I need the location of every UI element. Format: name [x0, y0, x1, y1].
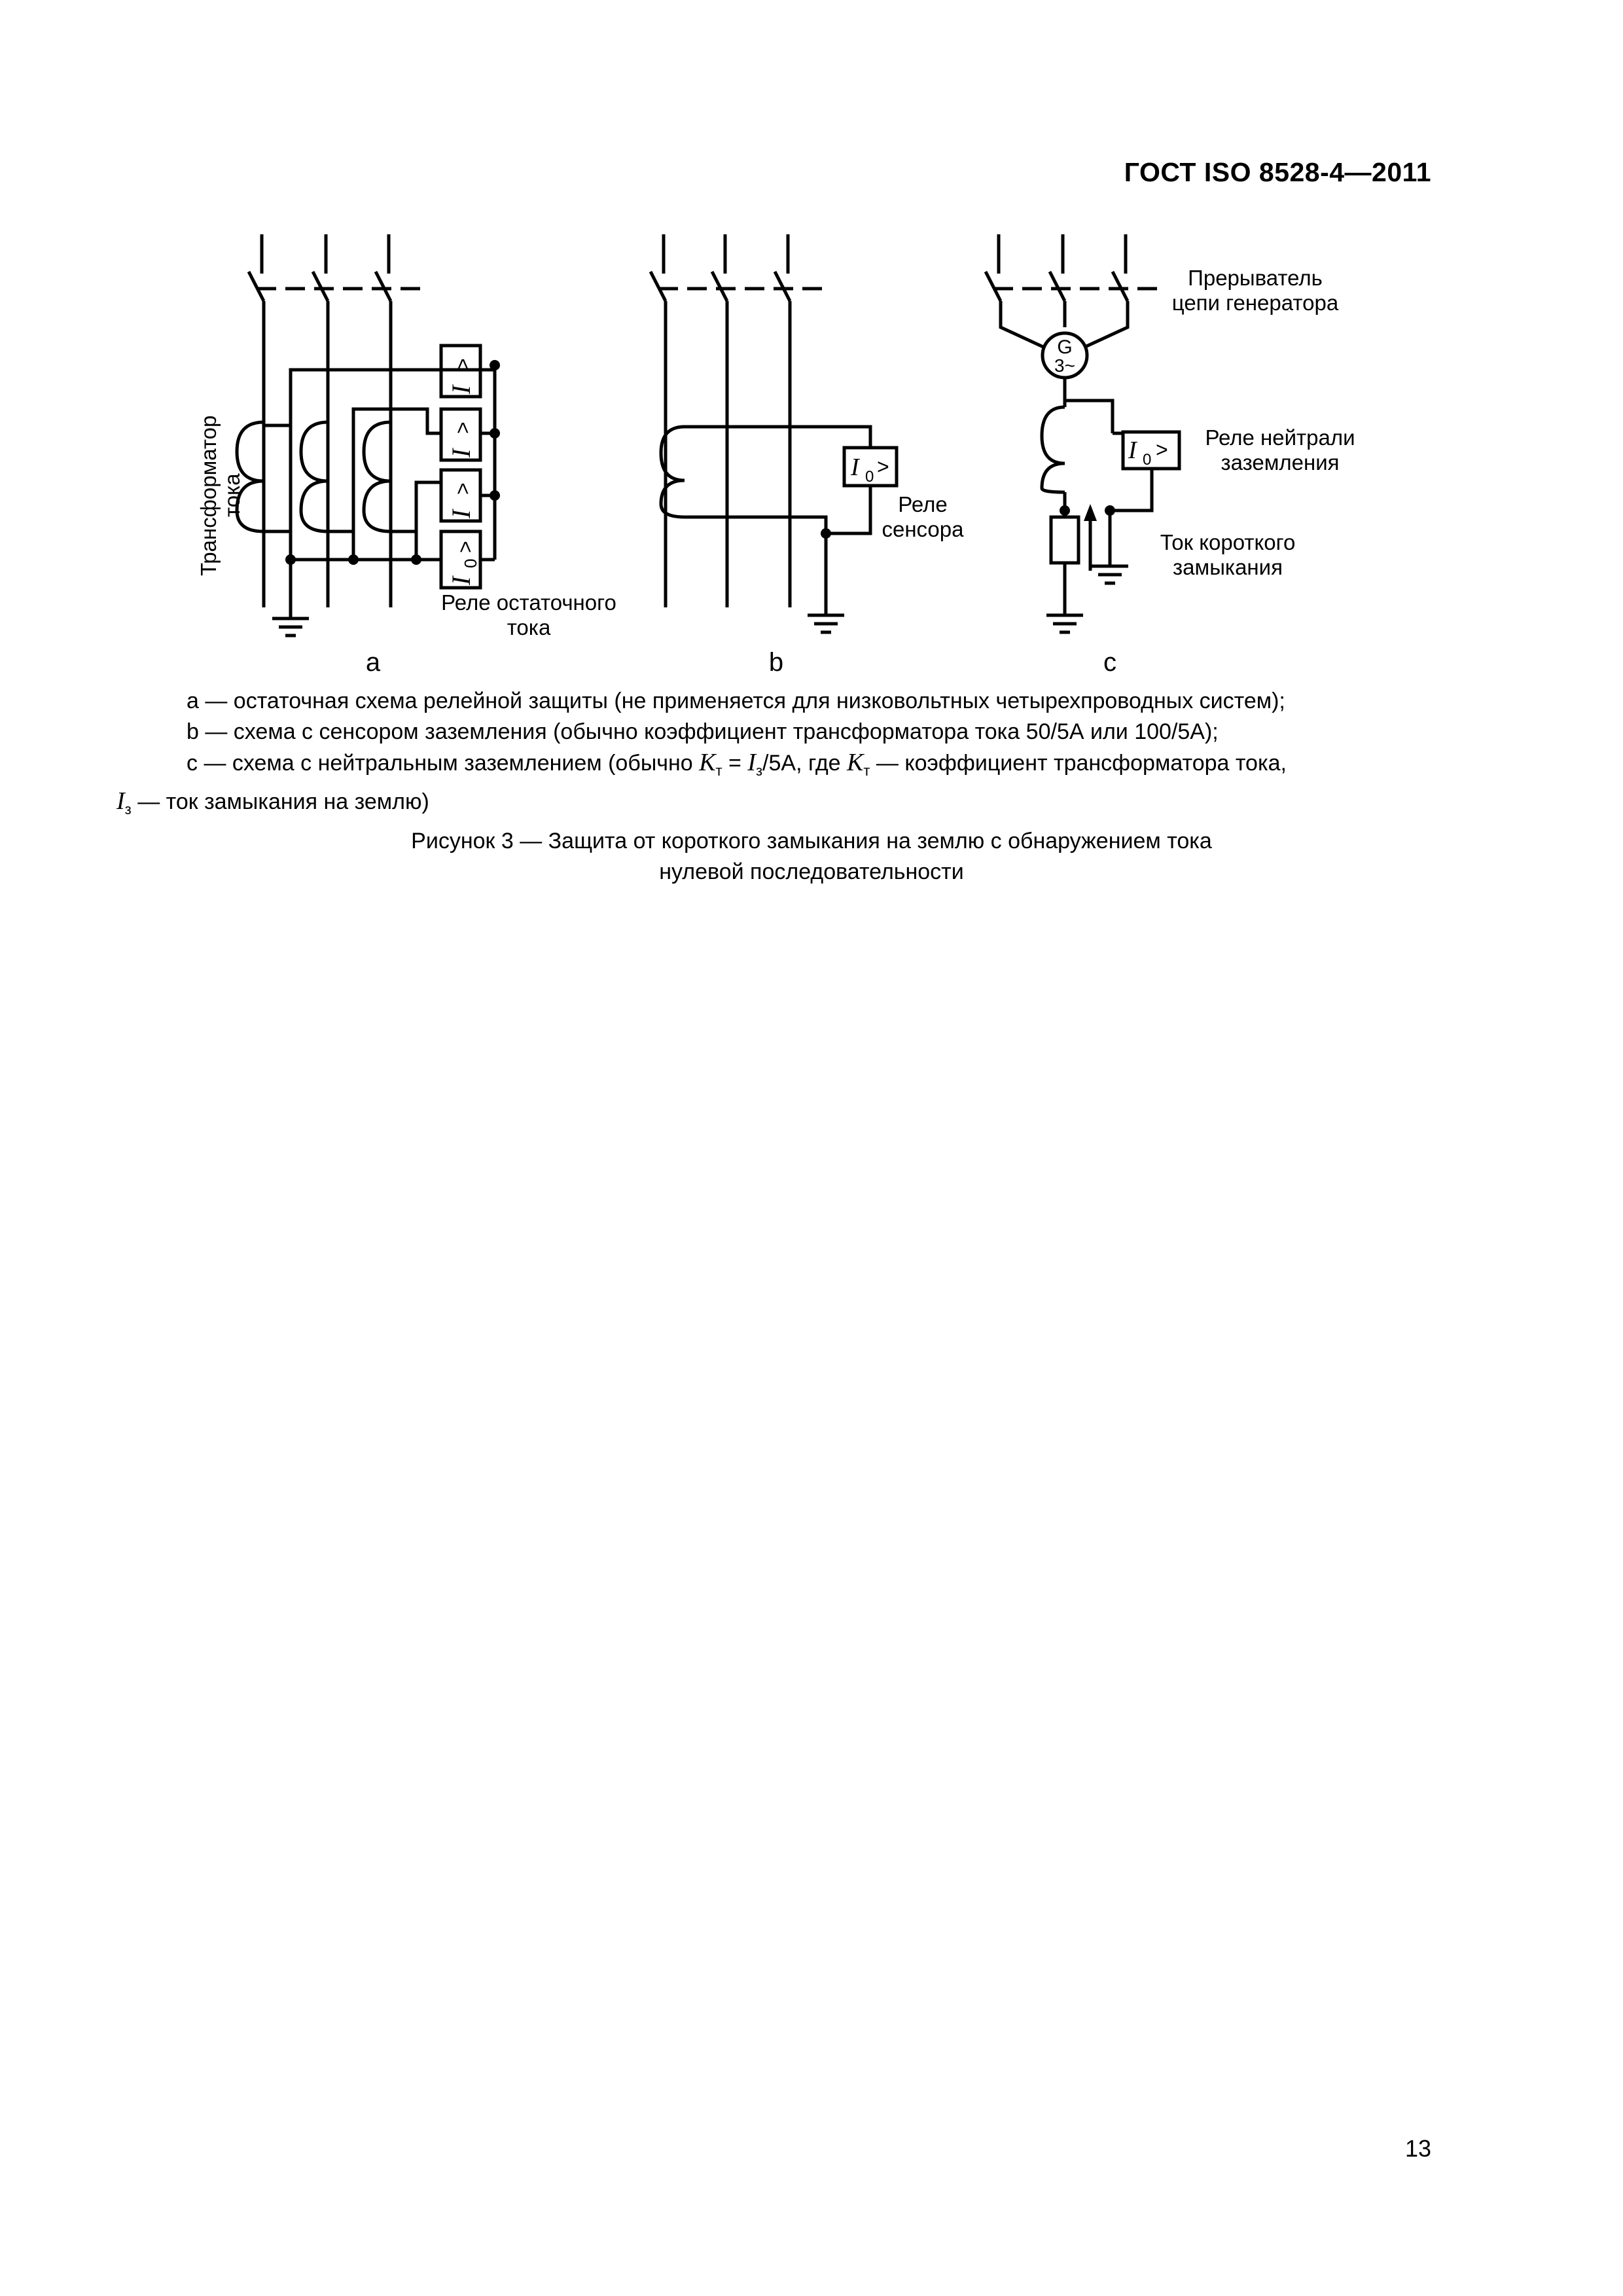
legend-b: b — схема с сенсором заземления (обычно коэффициент трансформатора тока 50/5А или 100/5А);	[187, 719, 1219, 744]
relay-a3-I: I	[446, 509, 476, 518]
fault-label-line2: замыкания	[1173, 555, 1283, 579]
relay-a1-gt: >	[451, 358, 474, 370]
relay-a-caption-line2: тока	[507, 615, 551, 639]
page-number: 13	[1404, 2135, 1431, 2162]
generator-phase: 3~	[1054, 355, 1075, 376]
fault-label-line1: Ток короткого	[1160, 530, 1296, 554]
diagram-c	[986, 234, 1179, 615]
figure-caption-line1: Рисунок 3 — Защита от короткого замыкания на землю с обнаружением тока	[411, 829, 1212, 853]
legend-a: a — остаточная схема релейной защиты (не применяется для низковольтных четырехпроводных систем);	[187, 689, 1285, 713]
breaker-label-line2: цепи генератора	[1171, 291, 1339, 315]
relay-b-caption-line2: сенсора	[882, 517, 964, 541]
label-b: b	[768, 648, 784, 677]
ct-label-line1: Трансформатор	[196, 415, 221, 576]
relay-b-caption-line1: Реле	[898, 492, 948, 516]
relay-a1-I: I	[446, 385, 476, 394]
relay-a3-gt: >	[451, 482, 474, 495]
relay-a4-I0: I	[446, 576, 476, 585]
relay-b-gt: >	[877, 455, 889, 478]
relay-c-gt: >	[1156, 438, 1168, 461]
ct-label-line2: тока	[220, 473, 244, 517]
relay-a2-gt: >	[451, 422, 474, 434]
label-a: a	[365, 648, 381, 677]
ct-coil-a1	[237, 422, 264, 481]
ground-fault-protection-figure	[0, 0, 1623, 694]
relay-c-sub: 0	[1143, 451, 1152, 469]
document-header: ГОСТ ISO 8528-4—2011	[1124, 157, 1431, 187]
figure-caption	[0, 826, 1623, 888]
relay-b-sub: 0	[865, 468, 874, 486]
figure-caption-line2: нулевой последовательности	[659, 859, 964, 884]
relay-b-I: I	[851, 454, 859, 481]
figure-legend	[116, 686, 1445, 825]
relay-c-caption-line2: заземления	[1221, 450, 1340, 475]
relay-c-caption-line1: Реле нейтрали	[1205, 425, 1355, 450]
relay-c-I: I	[1128, 437, 1137, 464]
diagram-b	[651, 234, 897, 615]
generator-G: G	[1057, 336, 1073, 358]
relay-a2-I: I	[446, 448, 476, 457]
label-c: c	[1103, 648, 1116, 677]
relay-a-caption-line1: Реле остаточного	[441, 590, 616, 615]
breaker-label-line1: Прерыватель	[1188, 266, 1323, 290]
legend-c: c — схема с нейтральным заземлением (обычно $K_т = I_з/5А$, где $K_т$ — коэффициент трансформатора тока, $I_з$ — ток замыкания на землю)	[116, 749, 1287, 817]
relay-a4-gt: >	[454, 541, 477, 553]
ground-symbols	[272, 566, 1128, 636]
relay-a4-sub: 0	[461, 558, 480, 568]
